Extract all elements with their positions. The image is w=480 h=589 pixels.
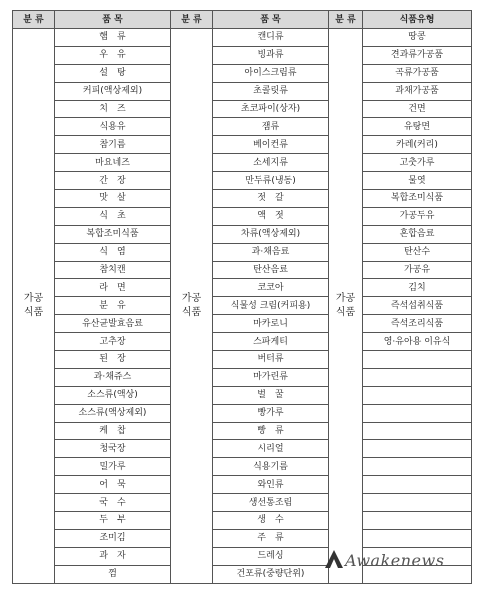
- food-type-cell: 즉석섭취식품: [363, 297, 472, 315]
- item-cell-1: 식 염: [55, 243, 171, 261]
- food-type-cell: 카레(커리): [363, 136, 472, 154]
- category-cell-1: 가공 식품: [13, 29, 55, 584]
- item-cell-2: 소세지류: [213, 154, 329, 172]
- item-cell-2: 차류(액상제외): [213, 225, 329, 243]
- table-row: [13, 333, 472, 351]
- item-cell-2: 주 류: [213, 529, 329, 547]
- item-cell-1: 간 장: [55, 172, 171, 190]
- food-type-cell: 김치: [363, 279, 472, 297]
- table-row: [13, 46, 472, 64]
- item-cell-2: 식용기름: [213, 458, 329, 476]
- table-row: [13, 172, 472, 190]
- food-type-cell: [363, 368, 472, 386]
- food-type-cell: 건면: [363, 100, 472, 118]
- item-cell-1: 식 초: [55, 207, 171, 225]
- food-type-cell: [363, 351, 472, 369]
- item-cell-2: 초코파이(상자): [213, 100, 329, 118]
- item-cell-2: 벌 꿀: [213, 386, 329, 404]
- item-cell-1: 참기름: [55, 136, 171, 154]
- item-cell-2: 마가린류: [213, 368, 329, 386]
- item-cell-1: 맛 살: [55, 190, 171, 208]
- food-type-cell: [363, 422, 472, 440]
- table-row: [13, 422, 472, 440]
- item-cell-2: 생 수: [213, 512, 329, 530]
- item-cell-2: 젓 갈: [213, 190, 329, 208]
- item-cell-2: 탄산음료: [213, 261, 329, 279]
- awakenews-logo-icon: [323, 548, 345, 570]
- item-cell-1: 치 즈: [55, 100, 171, 118]
- table-row: [13, 368, 472, 386]
- food-type-cell: 견과류가공품: [363, 46, 472, 64]
- item-cell-1: 껌: [55, 565, 171, 583]
- item-cell-2: 드레싱: [213, 547, 329, 565]
- table-row: [13, 29, 472, 47]
- item-cell-2: 초콜릿류: [213, 82, 329, 100]
- table-row: [13, 386, 472, 404]
- item-cell-1: 유산균발효음료: [55, 315, 171, 333]
- item-cell-1: 국 수: [55, 494, 171, 512]
- item-cell-1: 과 자: [55, 547, 171, 565]
- awakenews-watermark: [323, 548, 444, 570]
- table-row: [13, 440, 472, 458]
- table-row: [13, 64, 472, 82]
- table-row: [13, 190, 472, 208]
- item-cell-2: 와인류: [213, 476, 329, 494]
- header-category-2: 분 류: [171, 11, 213, 29]
- item-cell-1: 과·채쥬스: [55, 368, 171, 386]
- table-row: [13, 297, 472, 315]
- item-cell-2: 식물성 크림(커피용): [213, 297, 329, 315]
- table-row: [13, 404, 472, 422]
- table-row: [13, 351, 472, 369]
- item-cell-1: 소스류(액상제외): [55, 404, 171, 422]
- food-type-cell: [363, 440, 472, 458]
- food-type-cell: 고춧가루: [363, 154, 472, 172]
- item-cell-1: 고추장: [55, 333, 171, 351]
- item-cell-2: 버터류: [213, 351, 329, 369]
- table-row: [13, 494, 472, 512]
- table-row: [13, 512, 472, 530]
- header-item-2: 품 목: [213, 11, 329, 29]
- item-cell-2: 아이스크림류: [213, 64, 329, 82]
- item-cell-1: 된 장: [55, 351, 171, 369]
- food-type-cell: 가공두유: [363, 207, 472, 225]
- food-type-cell: [363, 494, 472, 512]
- item-cell-2: 빵 류: [213, 422, 329, 440]
- food-type-cell: [363, 512, 472, 530]
- food-type-cell: [363, 404, 472, 422]
- table-row: [13, 279, 472, 297]
- food-type-cell: 혼합음료: [363, 225, 472, 243]
- item-cell-2: 과·채음료: [213, 243, 329, 261]
- food-type-cell: 탄산수: [363, 243, 472, 261]
- header-category-1: 분 류: [13, 11, 55, 29]
- item-cell-1: 우 유: [55, 46, 171, 64]
- food-type-cell: 즉석조리식품: [363, 315, 472, 333]
- table-row: [13, 82, 472, 100]
- table-row: [13, 315, 472, 333]
- food-type-cell: [363, 476, 472, 494]
- food-type-cell: [363, 386, 472, 404]
- food-type-cell: 과채가공품: [363, 82, 472, 100]
- item-cell-1: 조미김: [55, 529, 171, 547]
- food-type-cell: [363, 458, 472, 476]
- item-cell-1: 밀가루: [55, 458, 171, 476]
- item-cell-1: 분 유: [55, 297, 171, 315]
- food-type-cell: 가공유: [363, 261, 472, 279]
- category-cell-2: 가공 식품: [171, 29, 213, 584]
- product-table: [12, 10, 472, 584]
- table-row: [13, 154, 472, 172]
- table-row: [13, 118, 472, 136]
- item-cell-2: 생선통조림: [213, 494, 329, 512]
- table-row: [13, 529, 472, 547]
- item-cell-2: 시리얼: [213, 440, 329, 458]
- item-cell-1: 참치캔: [55, 261, 171, 279]
- table-row: [13, 243, 472, 261]
- table-row: [13, 100, 472, 118]
- item-cell-2: 캔디류: [213, 29, 329, 47]
- item-cell-2: 건포류(중량단위): [213, 565, 329, 583]
- item-cell-1: 커피(액상제외): [55, 82, 171, 100]
- item-cell-2: 스파게티: [213, 333, 329, 351]
- food-type-cell: 물엿: [363, 172, 472, 190]
- item-cell-2: 코코아: [213, 279, 329, 297]
- header-food-type: 식품유형: [363, 11, 472, 29]
- header-item-1: 품 목: [55, 11, 171, 29]
- item-cell-1: 마요네즈: [55, 154, 171, 172]
- table-body: [13, 29, 472, 584]
- item-cell-2: 빵가루: [213, 404, 329, 422]
- table-row: [13, 458, 472, 476]
- item-cell-1: 소스류(액상): [55, 386, 171, 404]
- item-cell-2: 마카로니: [213, 315, 329, 333]
- item-cell-1: 식용유: [55, 118, 171, 136]
- food-type-cell: 복합조미식품: [363, 190, 472, 208]
- food-type-cell: [363, 529, 472, 547]
- item-cell-1: 두 부: [55, 512, 171, 530]
- item-cell-2: 빙과류: [213, 46, 329, 64]
- item-cell-2: 베이컨류: [213, 136, 329, 154]
- table-row: [13, 225, 472, 243]
- item-cell-1: 어 묵: [55, 476, 171, 494]
- food-type-cell: 곡류가공품: [363, 64, 472, 82]
- table-row: [13, 476, 472, 494]
- food-type-cell: 땅콩: [363, 29, 472, 47]
- food-type-cell: 유탕면: [363, 118, 472, 136]
- header-category-3: 분 류: [329, 11, 363, 29]
- item-cell-1: 설 탕: [55, 64, 171, 82]
- header-row: [13, 11, 472, 29]
- food-type-cell: 영·유아용 이유식: [363, 333, 472, 351]
- category-cell-3: 가공 식품: [329, 29, 363, 584]
- item-cell-2: 잼류: [213, 118, 329, 136]
- watermark-text: Awakenews: [345, 551, 445, 570]
- table-row: [13, 136, 472, 154]
- item-cell-2: 만두류(냉동): [213, 172, 329, 190]
- item-cell-1: 라 면: [55, 279, 171, 297]
- table-row: [13, 207, 472, 225]
- item-cell-1: 케 찹: [55, 422, 171, 440]
- item-cell-1: 청국장: [55, 440, 171, 458]
- item-cell-2: 액 젓: [213, 207, 329, 225]
- item-cell-1: 햄 류: [55, 29, 171, 47]
- item-cell-1: 복합조미식품: [55, 225, 171, 243]
- table-row: [13, 261, 472, 279]
